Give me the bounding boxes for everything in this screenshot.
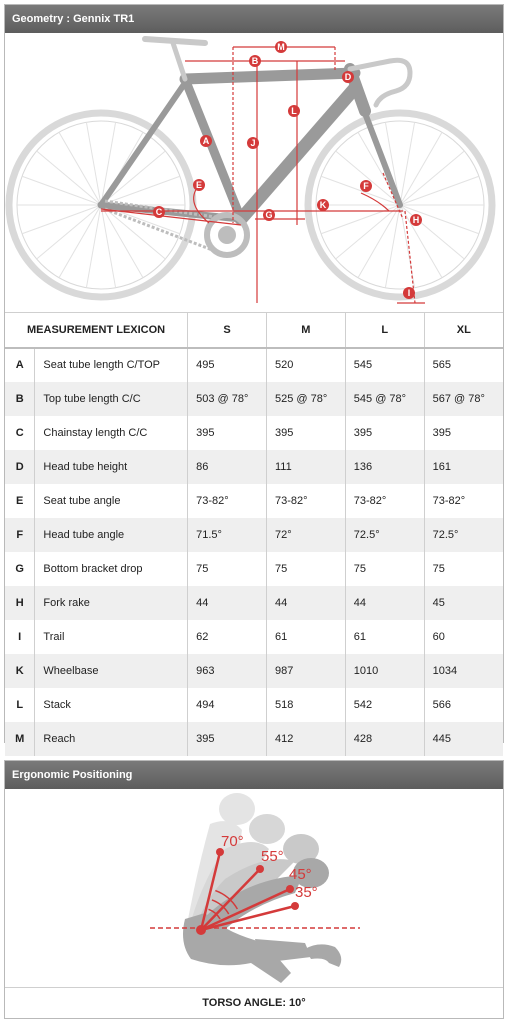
measurement-code: E bbox=[5, 484, 35, 518]
measurement-value: 565 bbox=[424, 348, 503, 382]
head-dot bbox=[291, 902, 299, 910]
table-header-row bbox=[5, 313, 503, 348]
measurement-code: I bbox=[5, 620, 35, 654]
table-row bbox=[5, 722, 503, 756]
bike-geometry-diagram bbox=[5, 33, 503, 308]
measurement-value: 525 @ 78° bbox=[266, 382, 345, 416]
svg-text:H: H bbox=[412, 215, 420, 225]
dimension-marker bbox=[288, 105, 300, 117]
ergonomic-header: Ergonomic Positioning bbox=[5, 761, 503, 789]
ergonomic-panel bbox=[4, 760, 504, 1019]
table-row bbox=[5, 416, 503, 450]
measurement-code: F bbox=[5, 518, 35, 552]
measurement-value: 111 bbox=[266, 450, 345, 484]
measurement-code: H bbox=[5, 586, 35, 620]
measurement-name: Head tube angle bbox=[35, 518, 188, 552]
table-row bbox=[5, 654, 503, 688]
torso-angle-label: 70° bbox=[221, 833, 244, 850]
dimension-marker bbox=[342, 71, 354, 83]
measurement-name: Fork rake bbox=[35, 586, 188, 620]
dimension-marker bbox=[193, 179, 205, 191]
measurement-name: Top tube length C/C bbox=[35, 382, 188, 416]
table-row bbox=[5, 450, 503, 484]
measurement-value: 987 bbox=[266, 654, 345, 688]
measurement-value: 75 bbox=[345, 552, 424, 586]
table-row bbox=[5, 382, 503, 416]
measurement-value: 412 bbox=[266, 722, 345, 756]
measurement-value: 963 bbox=[188, 654, 267, 688]
measurement-code: A bbox=[5, 348, 35, 382]
measurement-value: 73-82° bbox=[424, 484, 503, 518]
measurement-name: Seat tube angle bbox=[35, 484, 188, 518]
measurement-value: 445 bbox=[424, 722, 503, 756]
measurement-value: 1034 bbox=[424, 654, 503, 688]
dimension-marker bbox=[360, 180, 372, 192]
measurement-value: 73-82° bbox=[266, 484, 345, 518]
measurement-value: 73-82° bbox=[345, 484, 424, 518]
svg-text:M: M bbox=[277, 42, 285, 52]
torso-angle-label: 45° bbox=[289, 866, 312, 883]
table-row bbox=[5, 518, 503, 552]
geometry-panel bbox=[4, 4, 504, 743]
table-row bbox=[5, 688, 503, 722]
column-header-lexicon: MEASUREMENT LEXICON bbox=[5, 313, 188, 348]
measurement-value: 73-82° bbox=[188, 484, 267, 518]
measurement-value: 44 bbox=[345, 586, 424, 620]
measurement-value: 86 bbox=[188, 450, 267, 484]
measurement-code: M bbox=[5, 722, 35, 756]
svg-text:C: C bbox=[155, 207, 163, 217]
measurement-value: 395 bbox=[266, 416, 345, 450]
measurement-value: 71.5° bbox=[188, 518, 267, 552]
geometry-table bbox=[5, 312, 503, 756]
measurement-code: L bbox=[5, 688, 35, 722]
head-dot bbox=[286, 885, 294, 893]
head-dot bbox=[256, 865, 264, 873]
measurement-value: 567 @ 78° bbox=[424, 382, 503, 416]
svg-text:E: E bbox=[195, 180, 203, 190]
measurement-code: K bbox=[5, 654, 35, 688]
dimension-marker bbox=[263, 209, 275, 221]
torso-angle-diagram bbox=[5, 789, 503, 987]
measurement-value: 395 bbox=[188, 416, 267, 450]
torso-angle-footer: TORSO ANGLE: 10° bbox=[5, 987, 503, 1018]
measurement-value: 395 bbox=[424, 416, 503, 450]
measurement-name: Trail bbox=[35, 620, 188, 654]
measurement-name: Wheelbase bbox=[35, 654, 188, 688]
svg-text:I: I bbox=[407, 288, 411, 298]
measurement-value: 520 bbox=[266, 348, 345, 382]
measurement-value: 566 bbox=[424, 688, 503, 722]
measurement-name: Reach bbox=[35, 722, 188, 756]
measurement-value: 72.5° bbox=[345, 518, 424, 552]
measurement-value: 45 bbox=[424, 586, 503, 620]
measurement-value: 503 @ 78° bbox=[188, 382, 267, 416]
measurement-value: 545 @ 78° bbox=[345, 382, 424, 416]
torso-pivot-dot bbox=[196, 925, 206, 935]
measurement-value: 542 bbox=[345, 688, 424, 722]
measurement-value: 75 bbox=[188, 552, 267, 586]
svg-text:J: J bbox=[250, 138, 256, 148]
measurement-value: 61 bbox=[266, 620, 345, 654]
table-row bbox=[5, 484, 503, 518]
svg-text:B: B bbox=[251, 56, 259, 66]
measurement-value: 1010 bbox=[345, 654, 424, 688]
measurement-value: 75 bbox=[424, 552, 503, 586]
measurement-value: 60 bbox=[424, 620, 503, 654]
dimension-marker bbox=[410, 214, 422, 226]
measurement-code: B bbox=[5, 382, 35, 416]
column-header-s: S bbox=[188, 313, 267, 348]
dimension-marker bbox=[200, 135, 212, 147]
measurement-value: 72.5° bbox=[424, 518, 503, 552]
dimension-marker bbox=[403, 287, 415, 299]
svg-text:L: L bbox=[291, 106, 297, 116]
measurement-name: Seat tube length C/TOP bbox=[35, 348, 188, 382]
measurement-value: 62 bbox=[188, 620, 267, 654]
dimension-marker bbox=[153, 206, 165, 218]
measurement-name: Head tube height bbox=[35, 450, 188, 484]
measurement-name: Stack bbox=[35, 688, 188, 722]
svg-text:F: F bbox=[363, 181, 369, 191]
torso-angle-label: 35° bbox=[295, 884, 318, 901]
column-header-l: L bbox=[345, 313, 424, 348]
measurement-value: 495 bbox=[188, 348, 267, 382]
measurement-value: 545 bbox=[345, 348, 424, 382]
measurement-value: 61 bbox=[345, 620, 424, 654]
measurement-value: 161 bbox=[424, 450, 503, 484]
measurement-value: 75 bbox=[266, 552, 345, 586]
table-row bbox=[5, 586, 503, 620]
column-header-m: M bbox=[266, 313, 345, 348]
measurement-value: 428 bbox=[345, 722, 424, 756]
svg-text:A: A bbox=[202, 136, 210, 146]
dimension-marker bbox=[249, 55, 261, 67]
svg-text:K: K bbox=[319, 200, 327, 210]
table-row bbox=[5, 620, 503, 654]
svg-text:D: D bbox=[344, 72, 352, 82]
measurement-value: 395 bbox=[188, 722, 267, 756]
table-row bbox=[5, 348, 503, 382]
column-header-xl: XL bbox=[424, 313, 503, 348]
svg-text:G: G bbox=[265, 210, 273, 220]
measurement-value: 44 bbox=[188, 586, 267, 620]
measurement-name: Chainstay length C/C bbox=[35, 416, 188, 450]
dimension-marker bbox=[275, 41, 287, 53]
dimension-marker bbox=[317, 199, 329, 211]
dimension-marker bbox=[247, 137, 259, 149]
measurement-code: D bbox=[5, 450, 35, 484]
measurement-value: 518 bbox=[266, 688, 345, 722]
measurement-code: C bbox=[5, 416, 35, 450]
measurement-value: 395 bbox=[345, 416, 424, 450]
measurement-value: 44 bbox=[266, 586, 345, 620]
measurement-code: G bbox=[5, 552, 35, 586]
measurement-value: 72° bbox=[266, 518, 345, 552]
measurement-name: Bottom bracket drop bbox=[35, 552, 188, 586]
measurement-value: 136 bbox=[345, 450, 424, 484]
measurement-value: 494 bbox=[188, 688, 267, 722]
torso-angle-label: 55° bbox=[261, 848, 284, 865]
table-row bbox=[5, 552, 503, 586]
geometry-header: Geometry : Gennix TR1 bbox=[5, 5, 503, 33]
